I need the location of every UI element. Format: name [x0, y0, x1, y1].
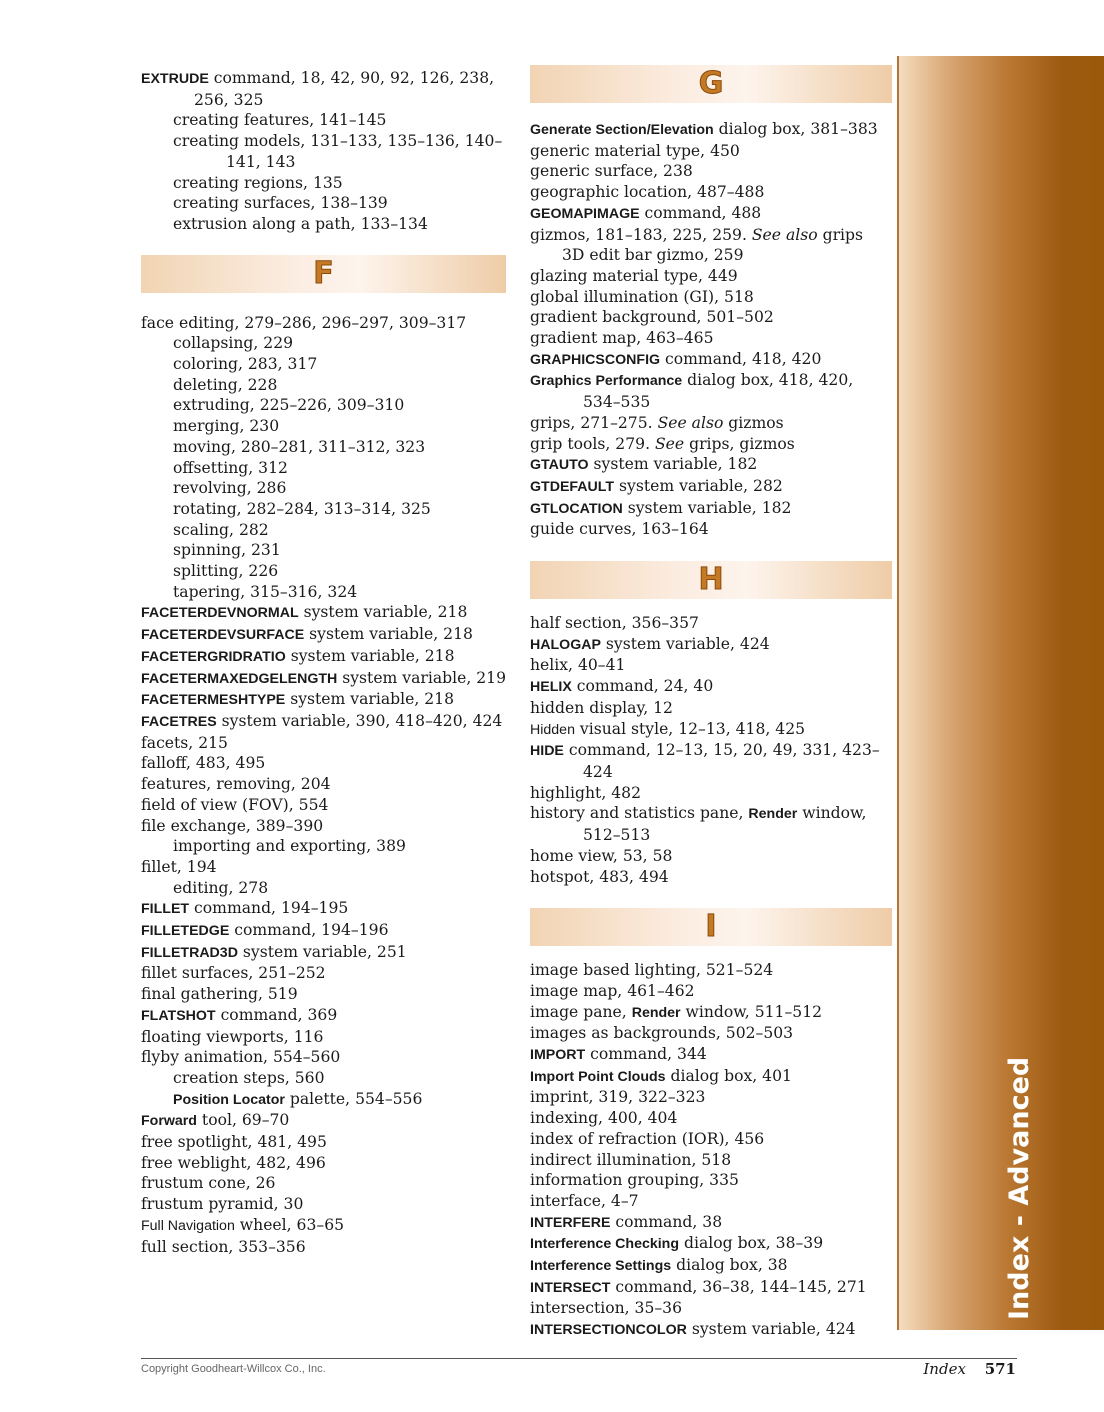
index-entry-text: extruding, 225–226, 309–310 — [173, 396, 405, 415]
index-entry-text: scaling, 282 — [173, 520, 269, 539]
index-entry-text: free weblight, 482, 496 — [141, 1153, 326, 1172]
index-entry — [530, 349, 892, 371]
index-entry — [141, 131, 506, 172]
index-entry — [530, 1277, 892, 1299]
index-entry-text: See also — [657, 413, 724, 432]
index-entry — [530, 698, 892, 719]
index-term-keyword: Render — [631, 1004, 681, 1021]
index-entry — [530, 287, 892, 308]
index-entry — [530, 1129, 892, 1150]
index-term-keyword: EXTRUDE — [141, 71, 209, 87]
index-entry — [141, 878, 506, 899]
index-entry-text: system variable, 218 — [304, 625, 473, 644]
index-entry-text: imprint, 319, 322–323 — [530, 1088, 706, 1107]
index-entry-text: glazing material type, 449 — [530, 266, 738, 285]
index-entry-text: command, 24, 40 — [571, 677, 714, 696]
index-entry — [141, 193, 506, 214]
index-entry — [141, 1132, 506, 1153]
index-term-keyword: GTAUTO — [530, 457, 589, 474]
index-entry — [530, 1298, 892, 1319]
index-entry-text: tapering, 315–316, 324 — [173, 582, 358, 601]
index-entry-text: creating regions, 135 — [173, 173, 343, 192]
index-entry-text: indirect illumination, 518 — [530, 1150, 732, 1169]
index-entry-text: system variable, 218 — [285, 690, 454, 709]
index-entry — [530, 867, 892, 888]
index-entry — [141, 1027, 506, 1048]
index-entry — [530, 1108, 892, 1129]
index-entry — [530, 613, 892, 634]
index-entry-text: grip tools, 279. — [530, 434, 655, 453]
index-entry-text: image map, 461–462 — [530, 981, 695, 1000]
index-entry — [530, 1044, 892, 1066]
index-entry — [141, 561, 506, 582]
index-entry — [530, 370, 892, 412]
index-entry-text: system variable, 218 — [298, 603, 468, 622]
index-entry — [530, 434, 892, 455]
index-term-keyword: FACETRES — [141, 713, 217, 730]
index-entry-text: command, 194–196 — [229, 921, 389, 940]
index-term-keyword: Import Point Clouds — [530, 1068, 666, 1085]
index-entry-text: information grouping, 335 — [530, 1171, 739, 1190]
index-term-keyword: FILLETRAD3D — [141, 944, 238, 961]
index-entry — [530, 1002, 892, 1024]
index-entry — [141, 774, 506, 795]
index-term-keyword: INTERFERE — [530, 1214, 611, 1231]
index-entry-text: revolving, 286 — [173, 479, 287, 498]
index-entry — [530, 245, 892, 266]
index-entry-text: dialog box, 38 — [671, 1256, 788, 1275]
index-term-keyword: INTERSECT — [530, 1279, 611, 1296]
index-entry-text: dialog box, 381–383 — [713, 120, 878, 138]
index-entry — [530, 519, 892, 540]
index-entry-text: generic material type, 450 — [530, 141, 740, 160]
index-entry-text: history and statistics pane, — [530, 804, 749, 823]
index-entry — [141, 1173, 506, 1194]
index-group-i — [530, 960, 892, 1341]
index-term-keyword: FILLETEDGE — [141, 923, 230, 940]
index-entry — [530, 498, 892, 520]
index-entry — [141, 520, 506, 541]
letter-f: F — [313, 255, 334, 291]
index-entry — [530, 1087, 892, 1108]
index-entry-text: command, 38 — [610, 1212, 723, 1231]
index-term-keyword: GTDEFAULT — [530, 478, 615, 495]
index-entry — [530, 783, 892, 804]
index-entry-text: window, 511–512 — [680, 1002, 823, 1021]
index-group-f — [141, 313, 506, 1258]
index-entry — [530, 141, 892, 162]
index-entry-text: helix, 40–41 — [530, 656, 626, 675]
index-entry — [141, 602, 506, 624]
letter-header-h — [530, 561, 892, 599]
index-entry-text: 3D edit bar gizmo, 259 — [562, 246, 744, 265]
index-entry-text: See — [655, 434, 685, 453]
index-entry — [141, 1194, 506, 1215]
index-entry-text: creating features, 141–145 — [173, 111, 387, 130]
index-entry — [141, 668, 506, 690]
index-entry — [141, 375, 506, 396]
index-entry-text: system variable, 251 — [237, 942, 407, 961]
index-entry-text: importing and exporting, 389 — [173, 837, 406, 856]
index-term-keyword: Interference Settings — [530, 1258, 672, 1275]
index-entry — [530, 328, 892, 349]
index-entry-text: intersection, 35–36 — [530, 1299, 683, 1318]
index-term-keyword: FLATSHOT — [141, 1007, 216, 1024]
index-entry — [141, 1110, 506, 1132]
index-entry-text: splitting, 226 — [173, 562, 279, 581]
index-entry — [141, 711, 506, 733]
index-entry-text: dialog box, 401 — [665, 1066, 792, 1085]
index-entry-text: image pane, — [530, 1002, 632, 1021]
side-tab-border — [897, 56, 899, 1330]
letter-i: I — [705, 909, 717, 945]
index-entry-text: indexing, 400, 404 — [530, 1109, 678, 1128]
index-entry-text: system variable, 282 — [614, 476, 783, 495]
index-entry-text: geographic location, 487–488 — [530, 183, 765, 202]
index-entry-text: guide curves, 163–164 — [530, 520, 709, 539]
index-term-keyword: FACETERMESHTYPE — [141, 692, 286, 709]
index-entry-text: final gathering, 519 — [141, 985, 298, 1004]
index-entry-text: system variable, 182 — [588, 455, 758, 474]
index-entry-text: fillet, 194 — [141, 857, 217, 876]
index-entry — [530, 740, 892, 782]
index-entry — [141, 753, 506, 774]
index-entry-text: grips — [817, 225, 864, 244]
index-entry — [141, 354, 506, 375]
letter-g: G — [698, 66, 724, 101]
index-entry-text: deleting, 228 — [173, 375, 278, 394]
index-term-keyword: FILLET — [141, 901, 190, 918]
index-entry-text: system variable, 182 — [622, 498, 792, 517]
index-term-keyword: Render — [748, 806, 798, 823]
index-entry — [141, 624, 506, 646]
index-entry-text: frustum cone, 26 — [141, 1174, 276, 1193]
index-entry-text: interface, 4–7 — [530, 1191, 639, 1210]
index-entry-text: floating viewports, 116 — [141, 1027, 324, 1046]
index-entry — [141, 984, 506, 1005]
index-entry — [530, 1191, 892, 1212]
index-entry-text: creation steps, 560 — [173, 1068, 325, 1087]
letter-header-i — [530, 908, 892, 946]
index-entry-text: editing, 278 — [173, 878, 269, 897]
index-term-keyword: Graphics Performance — [530, 373, 683, 390]
index-entry-text: system variable, 390, 418–420, 424 — [216, 711, 503, 730]
index-entry — [530, 719, 892, 741]
index-entry-text: system variable, 424 — [686, 1320, 856, 1339]
index-entry-text: moving, 280–281, 311–312, 323 — [173, 437, 426, 456]
index-entry-text: dialog box, 38–39 — [679, 1234, 824, 1253]
index-entry — [530, 1023, 892, 1044]
index-entry — [530, 846, 892, 867]
index-entry-text: command, 36–38, 144–145, 271 — [610, 1277, 867, 1296]
index-entry-text: image based lighting, 521–524 — [530, 961, 774, 980]
page-number: 571 — [984, 1360, 1016, 1378]
index-entry-text: features, removing, 204 — [141, 775, 331, 794]
index-entry — [530, 655, 892, 676]
index-entry-text: hotspot, 483, 494 — [530, 867, 669, 886]
index-entry — [530, 1150, 892, 1171]
index-entry-text: highlight, 482 — [530, 783, 641, 802]
index-entry — [141, 898, 506, 920]
index-entry-text: flyby animation, 554–560 — [141, 1048, 341, 1067]
section-label: Index — [923, 1360, 966, 1378]
index-term-keyword: FACETERDEVNORMAL — [141, 605, 299, 622]
letter-header-f — [141, 255, 506, 293]
index-entry-text: coloring, 283, 317 — [173, 355, 318, 374]
index-entry-text: field of view (FOV), 554 — [141, 795, 329, 814]
index-entry — [530, 960, 892, 981]
index-entry — [141, 173, 506, 194]
index-entry-text: free spotlight, 481, 495 — [141, 1133, 327, 1152]
index-entry-text: fillet surfaces, 251–252 — [141, 964, 326, 983]
index-entry-text: index of refraction (IOR), 456 — [530, 1129, 765, 1148]
index-entry — [141, 646, 506, 668]
index-entry — [530, 1233, 892, 1255]
index-group-e — [141, 68, 506, 235]
index-entry-text: visual style, 12–13, 418, 425 — [574, 719, 806, 738]
index-entry-text: window, 512–513 — [583, 804, 867, 845]
index-term-keyword: Hidden — [530, 721, 575, 738]
index-entry — [530, 182, 892, 203]
index-entry — [141, 733, 506, 754]
index-entry-text: wheel, 63–65 — [234, 1215, 345, 1234]
index-entry-text: spinning, 231 — [173, 541, 281, 560]
index-entry — [530, 119, 892, 141]
index-entry-text: face editing, 279–286, 296–297, 309–317 — [141, 313, 467, 332]
index-entry — [141, 1047, 506, 1068]
index-group-g — [530, 119, 892, 540]
footer-rule — [141, 1358, 1017, 1359]
index-entry — [141, 458, 506, 479]
letter-h: H — [698, 562, 724, 598]
index-entry — [530, 1319, 892, 1341]
index-entry-text: gradient background, 501–502 — [530, 308, 774, 327]
index-entry — [141, 1089, 506, 1111]
index-entry — [530, 981, 892, 1002]
copyright-text: Copyright Goodheart-Willcox Co., Inc. — [141, 1363, 326, 1375]
index-term-keyword: Forward — [141, 1113, 197, 1130]
index-entry — [530, 454, 892, 476]
index-entry-text: command, 344 — [585, 1045, 707, 1064]
index-entry-text: system variable, 218 — [285, 646, 455, 665]
letter-header-g — [530, 65, 892, 103]
folio — [923, 1360, 1016, 1378]
index-entry-text: merging, 230 — [173, 417, 280, 436]
index-entry — [141, 1005, 506, 1027]
index-entry-text: command, 12–13, 15, 20, 49, 331, 423–424 — [563, 741, 880, 781]
index-entry — [141, 816, 506, 837]
index-column-left — [141, 68, 506, 1257]
index-entry — [141, 333, 506, 354]
index-entry-text: global illumination (GI), 518 — [530, 287, 754, 306]
index-entry — [141, 1153, 506, 1174]
index-entry-text: half section, 356–357 — [530, 614, 699, 633]
index-term-keyword: Position Locator — [173, 1091, 285, 1108]
index-entry-text: See also — [751, 225, 818, 244]
index-entry — [530, 676, 892, 698]
side-tab-label: Index - Advanced — [1004, 1056, 1035, 1320]
index-entry — [530, 1255, 892, 1277]
index-entry — [141, 582, 506, 603]
index-entry-text: images as backgrounds, 502–503 — [530, 1024, 794, 1043]
index-term-keyword: HELIX — [530, 679, 572, 696]
index-term-keyword: GEOMAPIMAGE — [530, 205, 640, 222]
index-group-h — [530, 613, 892, 887]
index-entry — [530, 225, 892, 246]
index-term-keyword: FACETERDEVSURFACE — [141, 627, 305, 644]
index-entry — [141, 920, 506, 942]
index-entry-text: falloff, 483, 495 — [141, 754, 266, 773]
index-entry — [141, 540, 506, 561]
index-term-keyword: Interference Checking — [530, 1236, 680, 1253]
index-entry — [141, 795, 506, 816]
index-entry-text: command, 418, 420 — [660, 349, 822, 368]
index-term-keyword: HALOGAP — [530, 636, 601, 653]
index-entry-text: grips, gizmos — [684, 434, 795, 453]
index-entry — [530, 1212, 892, 1234]
index-entry-text: command, 18, 42, 90, 92, 126, 238, 256, 325 — [194, 69, 495, 109]
index-entry-text: offsetting, 312 — [173, 458, 288, 477]
index-entry-text: creating surfaces, 138–139 — [173, 194, 388, 213]
index-entry — [530, 634, 892, 656]
index-term-keyword: INTERSECTIONCOLOR — [530, 1322, 687, 1339]
index-term-keyword: FACETERMAXEDGELENGTH — [141, 670, 338, 687]
index-entry-text: gizmos, 181–183, 225, 259. — [530, 225, 752, 244]
index-column-middle — [530, 65, 892, 1341]
index-term-keyword: GTLOCATION — [530, 500, 623, 517]
index-entry-text: tool, 69–70 — [196, 1111, 290, 1130]
index-entry — [530, 1170, 892, 1191]
index-term-keyword: Full Navigation — [141, 1217, 235, 1234]
index-entry-text: gizmos — [723, 413, 784, 432]
index-entry-text: grips, 271–275. — [530, 413, 658, 432]
index-entry — [141, 395, 506, 416]
index-entry — [141, 110, 506, 131]
index-entry — [141, 857, 506, 878]
index-entry-text: full section, 353–356 — [141, 1237, 306, 1256]
index-term-keyword: Generate Section/Elevation — [530, 122, 714, 138]
index-entry-text: command, 488 — [639, 203, 762, 222]
index-term-keyword: HIDE — [530, 743, 564, 760]
index-entry-text: generic surface, 238 — [530, 162, 693, 181]
index-entry-text: facets, 215 — [141, 733, 228, 752]
index-entry — [141, 963, 506, 984]
index-entry — [141, 313, 506, 334]
index-entry — [141, 214, 506, 235]
index-entry-text: extrusion along a path, 133–134 — [173, 214, 428, 233]
index-entry — [530, 203, 892, 225]
index-entry-text: frustum pyramid, 30 — [141, 1195, 304, 1214]
index-term-keyword: GRAPHICSCONFIG — [530, 351, 661, 368]
index-entry-text: creating models, 131–133, 135–136, 140–141, 143 — [173, 132, 503, 171]
index-entry-text: hidden display, 12 — [530, 698, 673, 717]
index-entry — [141, 416, 506, 437]
index-entry — [141, 689, 506, 711]
index-entry-text: collapsing, 229 — [173, 334, 294, 353]
index-entry — [530, 1066, 892, 1088]
index-entry-text: dialog box, 418, 420, 534–535 — [583, 371, 854, 412]
index-entry — [141, 437, 506, 458]
index-entry-text: rotating, 282–284, 313–314, 325 — [173, 499, 431, 518]
index-entry — [530, 161, 892, 182]
index-entry — [530, 307, 892, 328]
index-entry — [530, 476, 892, 498]
index-entry — [141, 68, 506, 110]
index-entry-text: home view, 53, 58 — [530, 846, 673, 865]
index-entry-text: system variable, 424 — [600, 634, 770, 653]
index-term-keyword: IMPORT — [530, 1047, 586, 1064]
index-entry-text: palette, 554–556 — [284, 1089, 423, 1108]
index-entry-text: gradient map, 463–465 — [530, 329, 714, 348]
index-entry-text: command, 194–195 — [189, 899, 349, 918]
index-entry-text: file exchange, 389–390 — [141, 816, 324, 835]
index-entry — [141, 499, 506, 520]
index-entry — [141, 1068, 506, 1089]
index-entry — [141, 1237, 506, 1258]
index-term-keyword: FACETERGRIDRATIO — [141, 648, 286, 665]
index-entry — [530, 413, 892, 434]
index-entry-text: command, 369 — [215, 1005, 338, 1024]
index-entry — [141, 836, 506, 857]
index-entry — [141, 1215, 506, 1237]
index-entry — [141, 942, 506, 964]
index-entry — [141, 478, 506, 499]
index-entry — [530, 803, 892, 845]
index-entry-text: system variable, 219 — [337, 668, 507, 687]
index-entry — [530, 266, 892, 287]
